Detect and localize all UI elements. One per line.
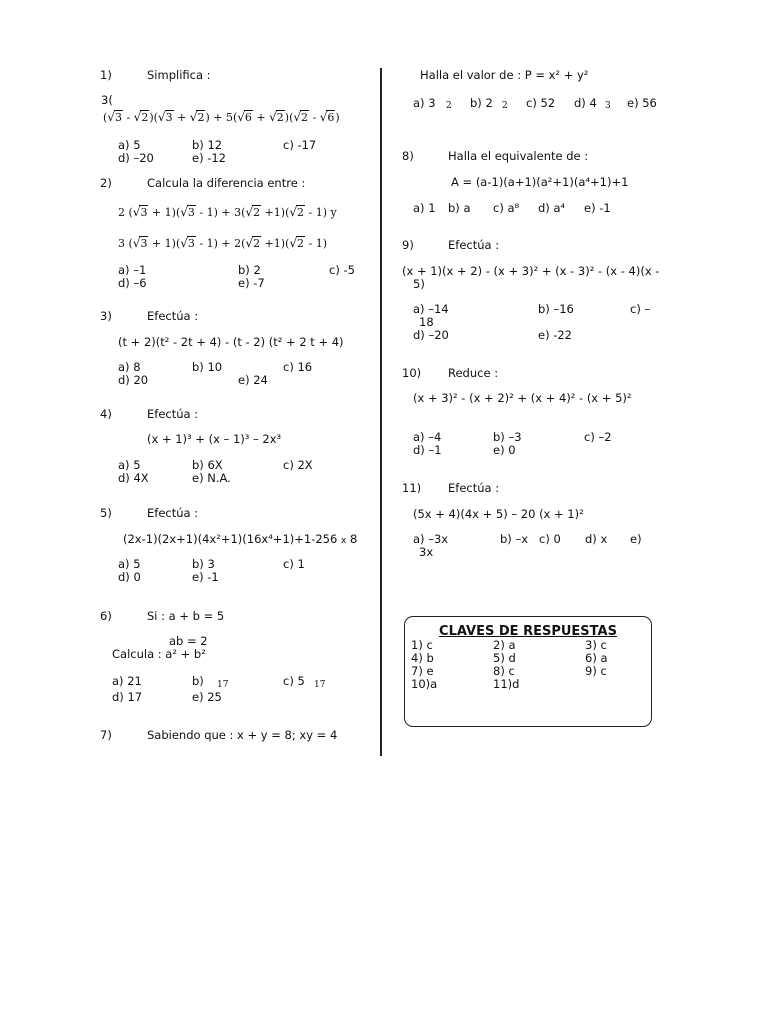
option-d: d) 20	[118, 373, 149, 387]
question-continuation: Halla el valor de : P = x² + y²	[420, 68, 589, 82]
question-number: 5)	[100, 506, 112, 520]
question-title: Simplifica :	[147, 68, 211, 82]
column-divider	[380, 68, 382, 756]
option-b: b) 2	[238, 263, 261, 277]
option-c: c) -17	[283, 138, 317, 152]
question-title: Efectúa :	[147, 506, 199, 520]
answer-key-entry: 10)a	[411, 677, 438, 691]
answer-key-box	[404, 616, 652, 727]
question-title: Efectúa :	[147, 309, 199, 323]
expression: (√3 - √2)(√3 + √2) + 5(√6 + √2)(√2 - √6)	[103, 110, 340, 124]
option-b-value: 2	[502, 101, 508, 111]
option-b: b) a	[448, 201, 471, 215]
option-d: d) x	[585, 532, 608, 546]
option-c-value: 18	[419, 315, 434, 329]
option-e: e) -7	[238, 276, 265, 290]
option-d: d) –6	[118, 276, 147, 290]
expression: (5x + 4)(4x + 5) – 20 (x + 1)²	[413, 507, 584, 521]
option-c: c) a⁸	[493, 201, 520, 215]
question-title: Si : a + b = 5	[147, 609, 225, 623]
option-b: b) –3	[493, 430, 522, 444]
question-title: Efectúa :	[448, 481, 500, 495]
question-title: Reduce :	[448, 366, 499, 380]
calculate-label: Calcula : a² + b²	[112, 647, 206, 661]
option-a: a) –3x	[413, 532, 449, 546]
option-a: a) 1	[413, 201, 436, 215]
option-a: a) –4	[413, 430, 442, 444]
expression: (x + 3)² - (x + 2)² + (x + 4)² - (x + 5)²	[413, 391, 632, 405]
question-title: Efectúa :	[147, 407, 199, 421]
question-number: 3)	[100, 309, 112, 323]
option-d: d) –1	[413, 443, 442, 457]
expression: (x + 1)(x + 2) - (x + 3)² + (x - 3)² - (x - 4)(x -	[402, 264, 660, 278]
option-d: d) 17	[112, 690, 143, 704]
answer-key-entry: 7) e	[411, 664, 434, 678]
question-title: Efectúa :	[448, 238, 500, 252]
question-number: 9)	[402, 238, 414, 252]
question-number: 10)	[402, 366, 422, 380]
option-c: c) 52	[526, 96, 556, 110]
option-c: c) 0	[539, 532, 561, 546]
option-a: a) 5	[118, 557, 141, 571]
option-d: d) 4X	[118, 471, 149, 485]
question-number: 11)	[402, 481, 422, 495]
question-number: 2)	[100, 176, 112, 190]
expression: (x + 1)³ + (x – 1)³ – 2x³	[147, 432, 282, 446]
expression: (t + 2)(t² - 2t + 4) - (t - 2) (t² + 2 t + 4)	[118, 335, 344, 349]
option-c: c) 1	[283, 557, 305, 571]
question-title: Sabiendo que : x + y = 8; xy = 4	[147, 728, 338, 742]
option-a: a) 8	[118, 360, 141, 374]
option-c: c) -5	[329, 263, 355, 277]
answer-key-entry: 6) a	[585, 651, 608, 665]
option-d: d) 0	[118, 570, 141, 584]
option-e: e) -22	[538, 328, 573, 342]
option-b-value: 17	[217, 680, 229, 690]
question-number: 7)	[100, 728, 112, 742]
option-d: d) –20	[413, 328, 449, 342]
option-a: a) 3	[413, 96, 436, 110]
option-e: e) -1	[192, 570, 219, 584]
answer-key-entry: 4) b	[411, 651, 434, 665]
option-e: e)	[630, 532, 642, 546]
option-d-value: 3	[605, 101, 611, 111]
option-b: b) –16	[538, 302, 574, 316]
question-title: Halla el equivalente de :	[448, 149, 589, 163]
condition: ab = 2	[169, 634, 208, 648]
expression: (2x-1)(2x+1)(4x²+1)(16x⁴+1)+1-256 x 8	[123, 532, 358, 546]
question-number: 6)	[100, 609, 112, 623]
option-a-value: 2	[446, 101, 452, 111]
option-b: b) –x	[500, 532, 528, 546]
option-e: e) N.A.	[192, 471, 231, 485]
option-a: a) –1	[118, 263, 147, 277]
option-e: e) 56	[627, 96, 657, 110]
option-c: c) –	[630, 302, 651, 316]
option-b: b) 6X	[192, 458, 223, 472]
question-title: Calcula la diferencia entre :	[147, 176, 306, 190]
option-a: a) 5	[118, 458, 141, 472]
answer-key-entry: 2) a	[493, 638, 516, 652]
option-b: b) 10	[192, 360, 223, 374]
option-c: c) 5	[283, 674, 305, 688]
answer-key-entry: 1) c	[411, 638, 433, 652]
option-e: e) 0	[493, 443, 516, 457]
expression-prefix: 3(	[101, 93, 113, 107]
answer-key-entry: 8) c	[493, 664, 515, 678]
expression: 3 (√3 + 1)(√3 - 1) + 2(√2 +1)(√2 - 1)	[118, 236, 328, 250]
expression: 2 (√3 + 1)(√3 - 1) + 3(√2 +1)(√2 - 1) y	[118, 205, 337, 219]
option-e: e) 25	[192, 690, 222, 704]
option-e: e) -12	[192, 151, 227, 165]
answer-key-entry: 11)d	[493, 677, 520, 691]
option-d: d) 4	[574, 96, 597, 110]
option-e-value: 3x	[419, 545, 434, 559]
expression: A = (a-1)(a+1)(a²+1)(a⁴+1)+1	[451, 175, 629, 189]
answer-key-entry: 9) c	[585, 664, 607, 678]
expression-continuation: 5)	[413, 277, 425, 291]
answer-key-title: CLAVES DE RESPUESTAS	[439, 624, 617, 639]
option-d: d) a⁴	[538, 201, 566, 215]
option-a: a) 21	[112, 674, 142, 688]
question-number: 8)	[402, 149, 414, 163]
option-b: b)	[192, 674, 204, 688]
option-b: b) 2	[470, 96, 493, 110]
option-c: c) 16	[283, 360, 313, 374]
option-c-value: 17	[314, 680, 326, 690]
option-a: a) –14	[413, 302, 449, 316]
option-e: e) -1	[584, 201, 611, 215]
option-a: a) 5	[118, 138, 141, 152]
option-c: c) –2	[584, 430, 612, 444]
answer-key-entry: 3) c	[585, 638, 607, 652]
option-c: c) 2X	[283, 458, 313, 472]
question-number: 4)	[100, 407, 112, 421]
question-number: 1)	[100, 68, 112, 82]
answer-key-entry: 5) d	[493, 651, 516, 665]
option-e: e) 24	[238, 373, 268, 387]
option-b: b) 3	[192, 557, 215, 571]
option-d: d) –20	[118, 151, 154, 165]
option-b: b) 12	[192, 138, 223, 152]
